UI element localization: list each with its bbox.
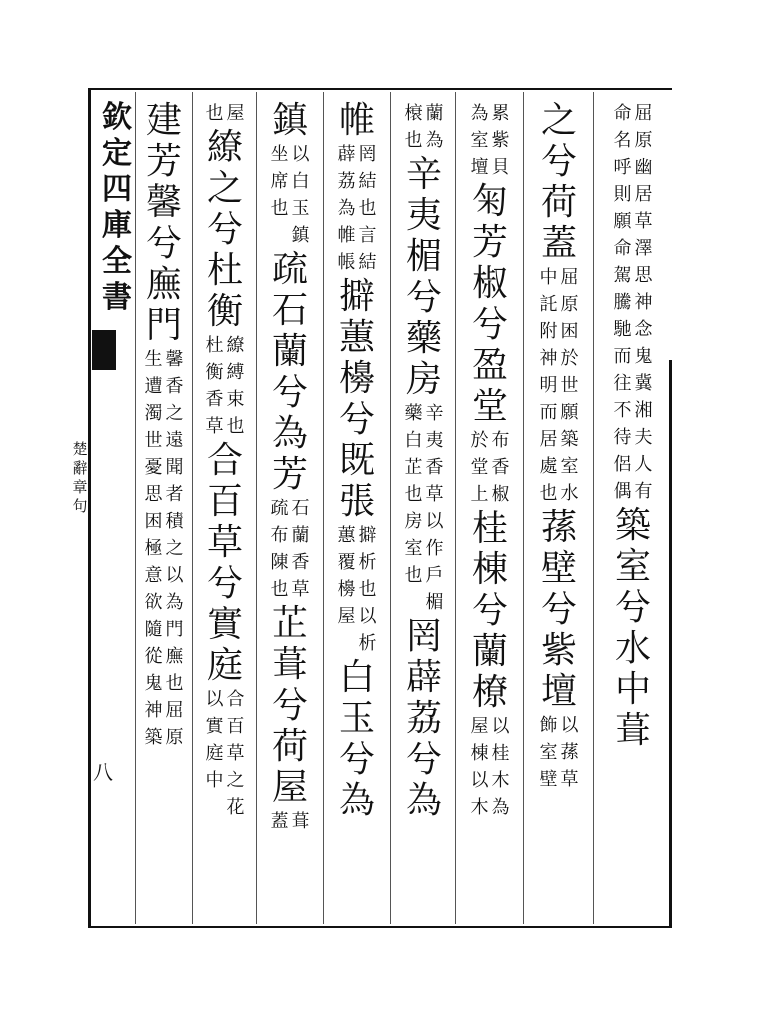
main-text-segment: 匊 芳 椒 兮 盈 堂 [471,181,508,427]
margin-glyph: 定 [102,136,132,171]
text-column-3 [460,100,520,920]
main-text-segment: 合 百 草 兮 實 庭 [206,440,243,686]
column-divider [593,92,594,924]
margin-glyph: 全 [102,244,132,279]
commentary-segment: 以 桂 木 為 屋 棟 以 木 [470,716,510,818]
commentary-segment: 累 紫 貝 為 室 壇 [470,103,510,178]
series-title [100,100,134,316]
main-text-segment: 之 兮 荷 蓋 [540,100,577,264]
page-border-bottom [88,926,672,928]
main-text-segment: 芷 葺 兮 荷 屋 [271,603,308,808]
commentary-segment: 以 蓀 草 飾 室 壁 [539,715,579,790]
commentary-segment: 屈 原 困 於 世 願 築 室 水 中 託 附 神 明 而 居 處 也 [539,267,579,504]
text-column-2 [528,100,590,920]
page-border-right [669,360,672,928]
column-divider [455,92,456,924]
commentary-segment: 馨 香 之 遠 聞 者 積 之 以 為 門 廡 也 屈 原 生 遭 濁 世 憂 思 困 極 意 欲 隨 從 鬼 神 築 [144,349,184,748]
page-border-top [88,88,672,90]
column-divider [135,92,136,924]
margin-glyph: 庫 [102,208,132,243]
margin-glyph: 句 [72,497,88,515]
commentary-segment: 以 白 玉 鎮 坐 席 也 [270,144,310,246]
margin-glyph: 辭 [72,459,88,477]
column-divider [256,92,257,924]
text-column-1 [600,100,666,920]
commentary-segment: 葺 蓋 [270,811,310,832]
main-text-segment: 桂 棟 兮 蘭 橑 [471,508,508,713]
commentary-segment: 蘭 為 榱 也 [404,103,444,151]
commentary-segment: 合 百 草 之 花 以 實 庭 中 [205,689,245,818]
main-text-segment: 白 玉 兮 為 [338,657,375,821]
main-text-segment: 築 室 兮 水 中 葺 [614,505,651,751]
page-border-left [88,88,91,928]
main-text-segment: 鎮 [271,100,308,141]
column-divider [523,92,524,924]
commentary-segment: 罔 結 也 言 結 薜 荔 為 帷 帳 [337,144,377,273]
main-text-segment: 罔 薜 荔 兮 為 [405,616,442,821]
text-column-7 [196,100,254,920]
margin-glyph: 章 [72,478,88,496]
margin-tab-mark [92,330,116,370]
text-column-8 [138,100,190,920]
text-column-5 [327,100,387,920]
main-text-segment: 辛 夷 楣 兮 藥 房 [405,154,442,400]
text-column-4 [395,100,453,920]
page-number: 八 [93,760,113,784]
margin-glyph: 書 [102,280,132,315]
commentary-segment: 屋 也 [205,103,245,124]
main-text-segment: 蓀 壁 兮 紫 壇 [540,507,577,712]
commentary-segment: 屈 原 幽 居 草 澤 思 神 念 鬼 冀 湘 夫 人 有 命 名 呼 則 願 命 駕 騰 馳 而 往 不 待 侶 偶 [613,103,653,502]
text-column-6 [260,100,320,920]
main-text-segment: 繚 之 兮 杜 衡 [206,127,243,332]
column-divider [323,92,324,924]
main-text-segment: 擗 蕙 櫋 兮 既 張 [338,276,375,522]
column-divider [192,92,193,924]
commentary-segment: 繚 縛 束 也 杜 衡 香 草 [205,335,245,437]
margin-glyph: 四 [102,172,132,207]
commentary-segment: 布 香 椒 於 堂 上 [470,430,510,505]
main-text-segment: 疏 石 蘭 兮 為 芳 [271,249,308,495]
main-text-segment: 建 芳 馨 兮 廡 門 [145,100,182,346]
commentary-segment: 石 蘭 香 草 疏 布 陳 也 [270,498,310,600]
commentary-segment: 辛 夷 香 草 以 作 戶 楣 藥 白 芷 也 房 室 也 [404,403,444,613]
book-title [72,440,88,516]
commentary-segment: 擗 析 也 以 析 蕙 覆 櫋 屋 [337,525,377,654]
margin-glyph: 楚 [72,440,88,458]
column-divider [390,92,391,924]
main-text-segment: 帷 [338,100,375,141]
margin-glyph: 欽 [102,100,132,135]
